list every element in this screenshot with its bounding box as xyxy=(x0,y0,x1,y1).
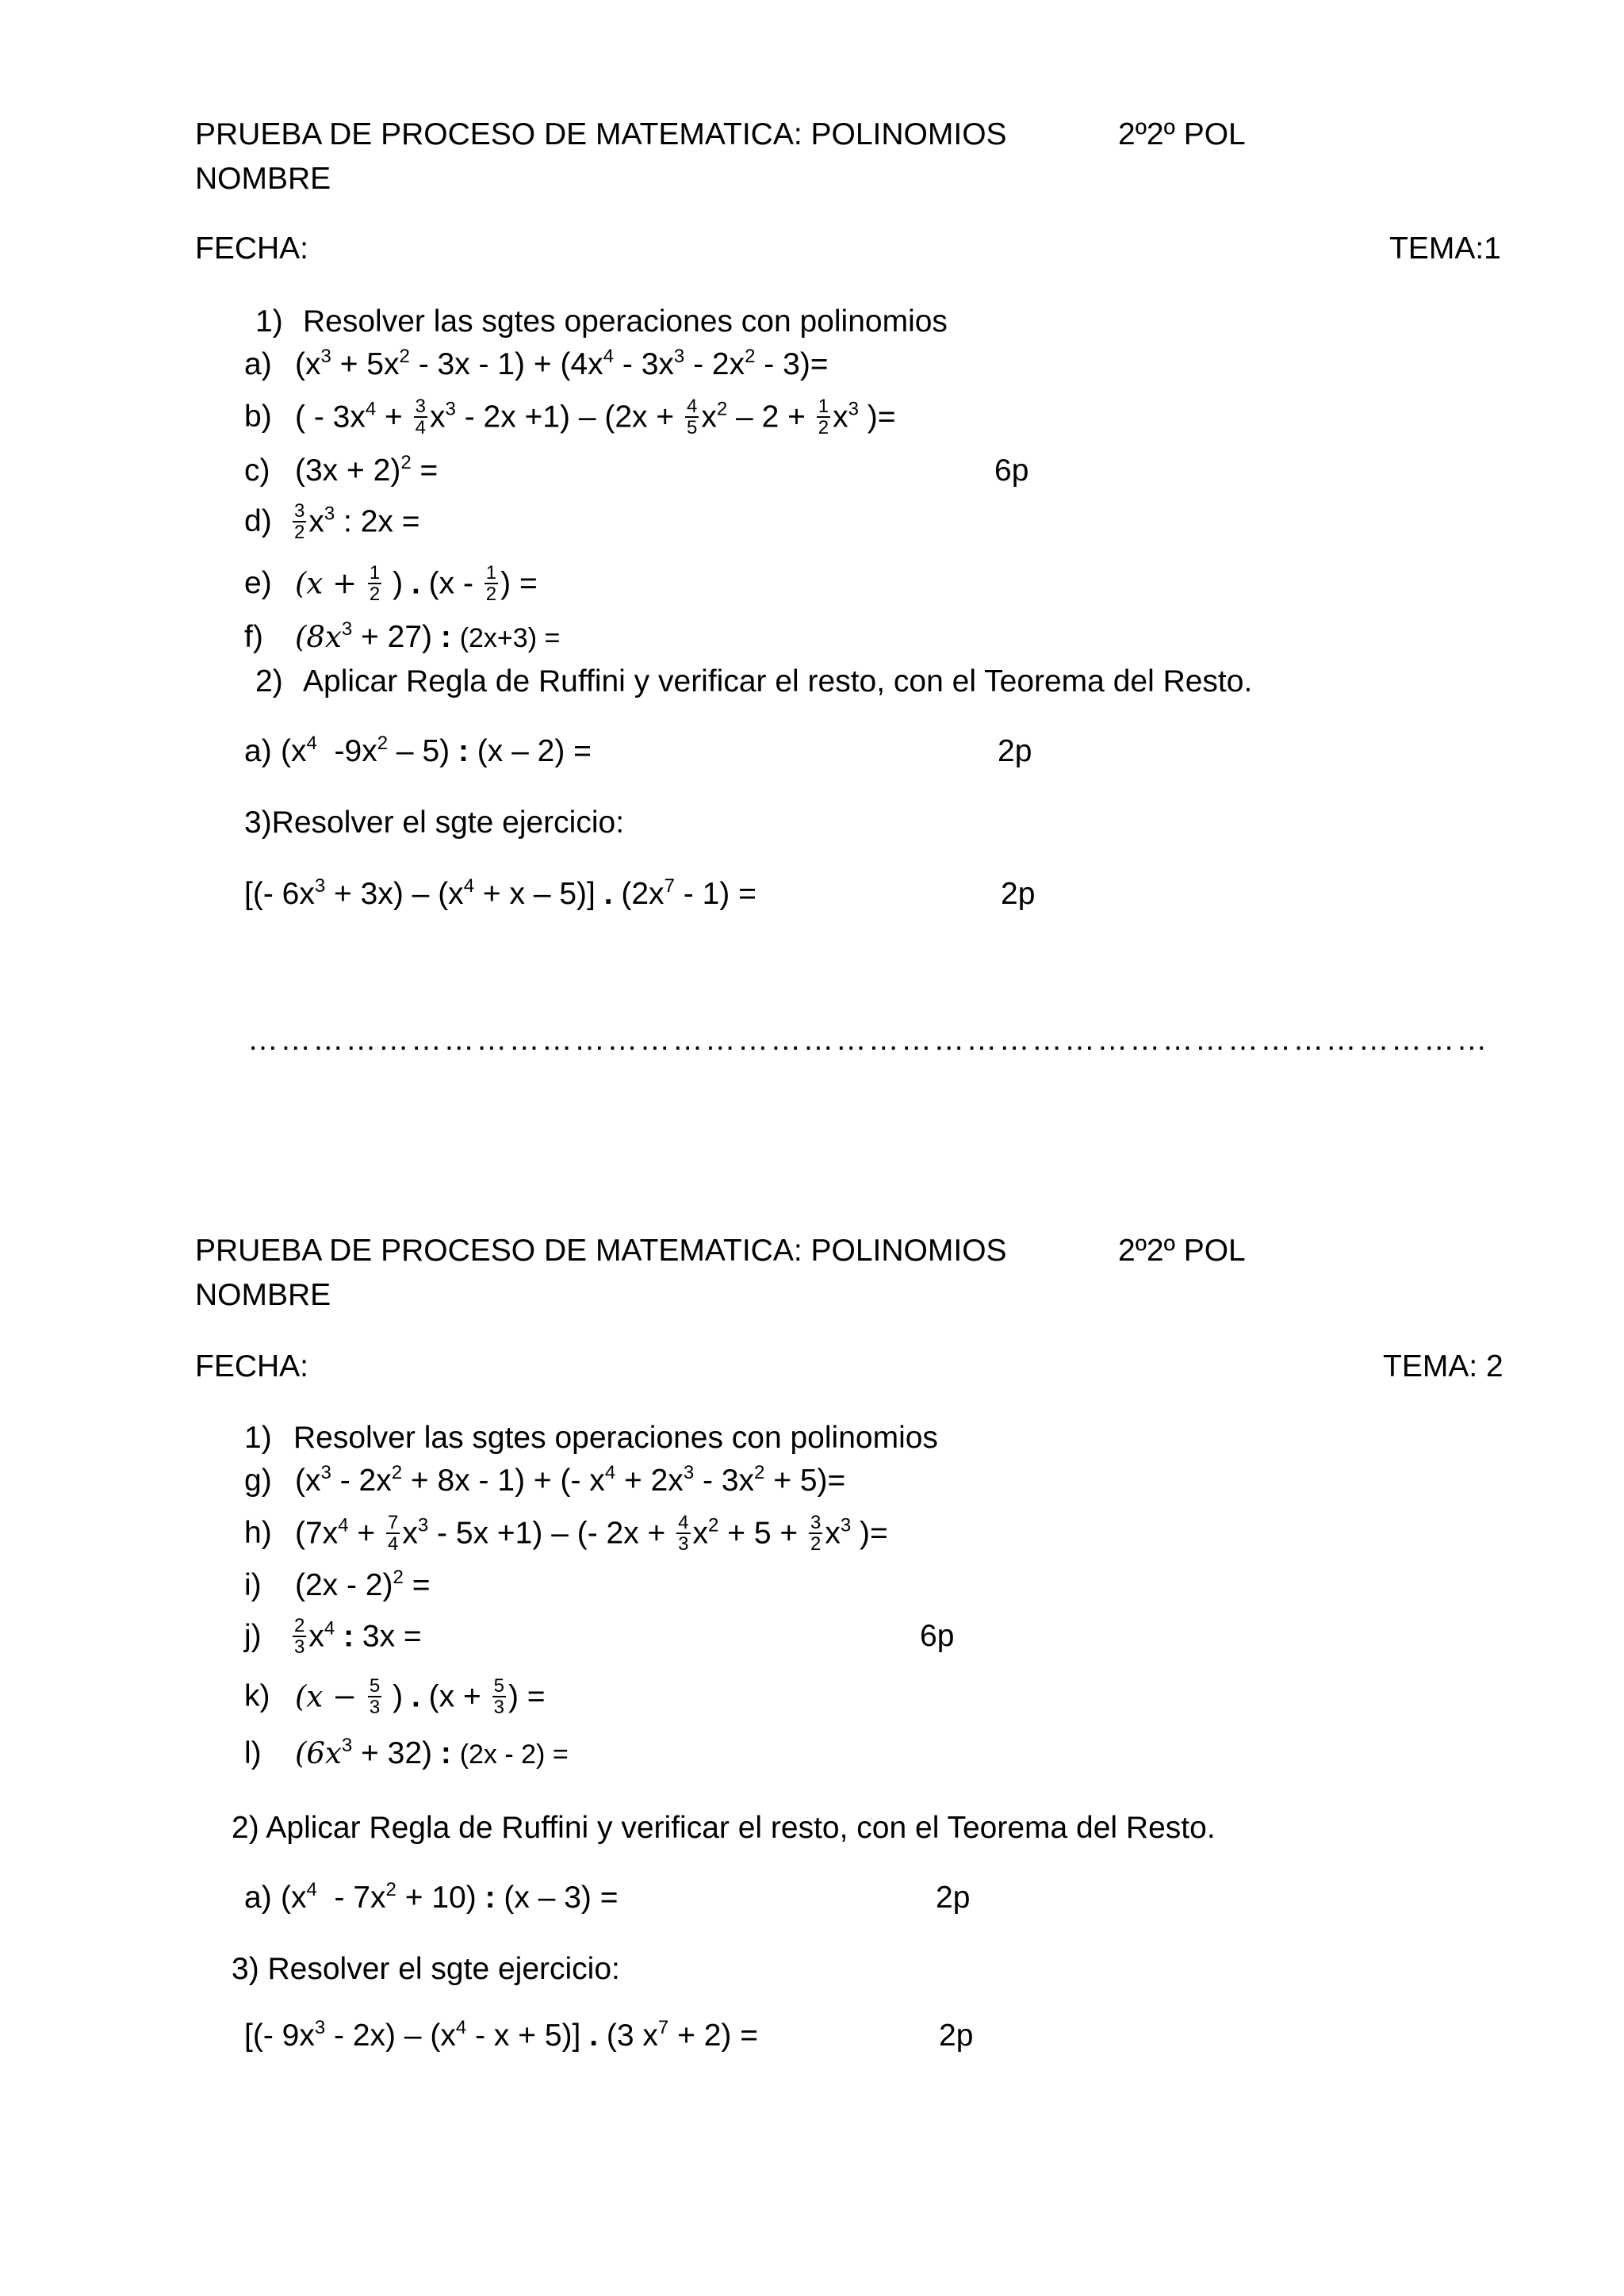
item-label: d) xyxy=(244,504,272,538)
item-label: g) xyxy=(244,1464,272,1498)
question-2-number: 2) xyxy=(255,664,283,698)
item-label: l) xyxy=(244,1736,262,1770)
polynomial-expression: (x − $\frac{5}{3}$ ) . (x + $\frac{5}{3}$ ) = xyxy=(295,1675,546,1718)
question-1-text: Resolver las sgtes operaciones con polinomios xyxy=(303,304,948,339)
date-label: FECHA: xyxy=(195,1349,309,1383)
points-label: 2p xyxy=(1001,877,1036,911)
polynomial-expression: $(x^3 - 2x^2 + 8x - 1)$ + (- $x^4 + 2x^3 - 3x^2 + 5)=$ xyxy=(295,1462,846,1498)
polynomial-expression: $(8x^3 + 27)$ : (2x+3) = xyxy=(295,618,561,654)
polynomial-expression: [(- $9x^3 - 2x) - (x^4 - x + 5)$] . (3 $x^7 + 2$) = xyxy=(244,2017,758,2053)
course-label: 2º2º POL xyxy=(1118,117,1246,151)
question-2-text: 2) Aplicar Regla de Ruffini y verificar el resto, con el Teorema del Resto. xyxy=(232,1811,1216,1845)
points-label: 2p xyxy=(939,2019,974,2053)
polynomial-expression: $\frac{3}{2}$ $x^3$ : 2x = xyxy=(294,500,420,543)
polynomial-expression: ($7x^4$ + $\frac{7}{4}$ $x^3 - 5x +1$) – (- 2x + $\frac{4}{3}$ $x^2 + 5$ + $\frac{3}{2}$ $x^3$ )= xyxy=(295,1512,888,1555)
question-3-text: 3) Resolver el sgte ejercicio: xyxy=(232,1952,620,1986)
polynomial-expression: $(x^3 + 5x^2 - 3x - 1) + (4x^4 - 3x^3 - 2x^2 - 3)=$ xyxy=(295,346,829,381)
exam-title: PRUEBA DE PROCESO DE MATEMATICA: POLINOMIOS xyxy=(195,1234,1007,1268)
tema-label: TEMA: 2 xyxy=(1383,1349,1503,1383)
polynomial-expression: $(3x + 2)^2$ = xyxy=(295,452,439,488)
item-label: c) xyxy=(244,453,270,488)
item-label: a) xyxy=(244,347,272,381)
course-label: 2º2º POL xyxy=(1118,1234,1246,1268)
question-1-text: Resolver las sgtes operaciones con polinomios xyxy=(293,1421,938,1455)
name-label: NOMBRE xyxy=(195,162,331,196)
polynomial-expression: $(6x^3 + 32)$ : (2x - 2) = xyxy=(295,1735,569,1770)
points-label: 6p xyxy=(920,1619,955,1653)
item-label: f) xyxy=(244,620,263,654)
item-label: b) xyxy=(244,400,272,434)
polynomial-expression: ( - $3x^4$ + $\frac{3}{4}$ $x^3 - 2x +1) - (2x$ + $\frac{4}{5}$ $x^2 - 2$ + $\frac{1}{2}$ $x^3$ )= xyxy=(295,396,896,438)
points-label: 6p xyxy=(994,453,1029,488)
item-label: k) xyxy=(244,1679,270,1713)
points-label: 2p xyxy=(998,734,1032,768)
polynomial-expression: [(- $6x^3 + 3x) - (x^4 + x - 5)$] . $(2x^7 - 1)$ = xyxy=(244,875,756,911)
date-label: FECHA: xyxy=(195,232,309,266)
polynomial-expression: (x + $\frac{1}{2}$ ) . (x - $\frac{1}{2}$ ) = xyxy=(295,562,538,605)
points-label: 2p xyxy=(936,1881,971,1915)
item-label: a) xyxy=(244,1881,272,1915)
polynomial-expression: $\frac{2}{3}$ $x^4$ : 3x = xyxy=(294,1615,422,1658)
cut-line: …………………………………………………………………………………………………… xyxy=(247,1023,1489,1057)
item-label: e) xyxy=(244,566,272,600)
item-label: h) xyxy=(244,1516,272,1550)
question-2-text: Aplicar Regla de Ruffini y verificar el resto, con el Teorema del Resto. xyxy=(303,664,1253,698)
tema-label: TEMA:1 xyxy=(1389,232,1501,266)
item-label: a) xyxy=(244,734,272,768)
exam-title: PRUEBA DE PROCESO DE MATEMATICA: POLINOMIOS xyxy=(195,117,1007,151)
question-3-text: 3)Resolver el sgte ejercicio: xyxy=(244,806,625,840)
question-1-number: 1) xyxy=(244,1421,272,1455)
polynomial-expression: ($x^4$ $-9x^2 - 5$) : (x – 2) = xyxy=(281,733,592,768)
item-label: i) xyxy=(244,1568,262,1602)
question-1-number: 1) xyxy=(255,304,283,339)
item-label: j) xyxy=(244,1619,262,1653)
polynomial-expression: $(x^4 - 7x^2 + 10)$ : (x – 3) = xyxy=(281,1879,619,1915)
name-label: NOMBRE xyxy=(195,1278,331,1312)
polynomial-expression: (2x - 2)$^2$ = xyxy=(295,1567,431,1602)
